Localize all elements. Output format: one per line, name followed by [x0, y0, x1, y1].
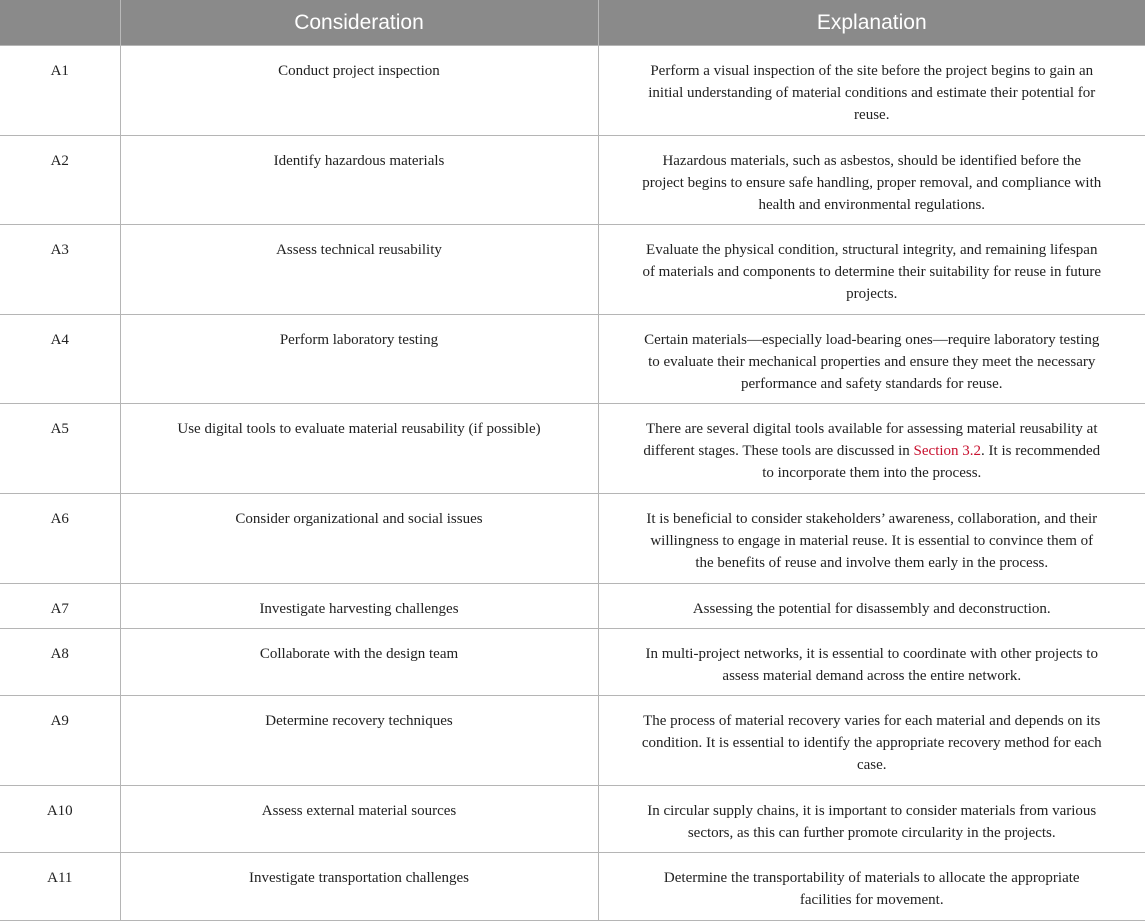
table-row	[0, 404, 1145, 494]
table-row	[0, 628, 1145, 696]
table-row	[0, 46, 1145, 136]
row-explanation	[598, 404, 1145, 494]
table-row	[0, 785, 1145, 853]
row-id: A5	[0, 404, 120, 494]
row-explanation: Evaluate the physical condition, structural integrity, and remaining lifespan of materials and components to determine their suitability for reuse in future projects.	[598, 225, 1145, 315]
table-row	[0, 696, 1145, 786]
row-consideration: Conduct project inspection	[120, 46, 598, 136]
table-row	[0, 583, 1145, 628]
row-consideration: Collaborate with the design team	[120, 628, 598, 696]
explanation-text: There are several digital tools available for assessing material reusability at different stages. These tools are discussed in	[643, 421, 1098, 460]
row-consideration: Consider organizational and social issues	[120, 493, 598, 583]
row-consideration: Assess technical reusability	[120, 225, 598, 315]
row-explanation: Assessing the potential for disassembly and deconstruction.	[598, 583, 1145, 628]
row-explanation: In circular supply chains, it is important to consider materials from various sectors, as this can further promote circularity in the projects.	[598, 785, 1145, 853]
row-id: A4	[0, 314, 120, 404]
header-id	[0, 0, 120, 46]
table-row	[0, 493, 1145, 583]
section-link[interactable]: Section 3.2	[913, 443, 982, 460]
row-explanation: The process of material recovery varies for each material and depends on its condition. It is essential to identify the appropriate recovery method for each case.	[598, 696, 1145, 786]
row-consideration: Identify hazardous materials	[120, 135, 598, 225]
row-id: A1	[0, 46, 120, 136]
header-explanation: Explanation	[598, 0, 1145, 46]
row-id: A9	[0, 696, 120, 786]
row-id: A3	[0, 225, 120, 315]
header-consideration: Consideration	[120, 0, 598, 46]
row-id: A6	[0, 493, 120, 583]
row-explanation: Determine the transportability of materials to allocate the appropriate facilities for movement.	[598, 853, 1145, 921]
row-consideration: Investigate harvesting challenges	[120, 583, 598, 628]
table-row	[0, 314, 1145, 404]
table-row	[0, 853, 1145, 921]
row-id: A11	[0, 853, 120, 921]
row-consideration: Perform laboratory testing	[120, 314, 598, 404]
row-explanation: Perform a visual inspection of the site before the project begins to gain an initial understanding of material conditions and estimate their potential for reuse.	[598, 46, 1145, 136]
table-row	[0, 225, 1145, 315]
row-consideration: Investigate transportation challenges	[120, 853, 598, 921]
row-id: A2	[0, 135, 120, 225]
table-row	[0, 135, 1145, 225]
row-consideration: Determine recovery techniques	[120, 696, 598, 786]
row-id: A7	[0, 583, 120, 628]
row-id: A10	[0, 785, 120, 853]
table-header	[0, 0, 1145, 46]
row-consideration: Use digital tools to evaluate material reusability (if possible)	[120, 404, 598, 494]
row-explanation: Certain materials—especially load-bearing ones—require laboratory testing to evaluate their mechanical properties and ensure they meet the necessary performance and safety standards for reuse.	[598, 314, 1145, 404]
explanation-text: . It is recommended to incorporate them into the process.	[762, 443, 1101, 482]
row-explanation: Hazardous materials, such as asbestos, should be identified before the project begins to ensure safe handling, proper removal, and compliance with health and environmental regulations.	[598, 135, 1145, 225]
row-id: A8	[0, 628, 120, 696]
row-consideration: Assess external material sources	[120, 785, 598, 853]
row-explanation: In multi-project networks, it is essential to coordinate with other projects to assess material demand across the entire network.	[598, 628, 1145, 696]
row-explanation: It is beneficial to consider stakeholders’ awareness, collaboration, and their willingness to engage in material reuse. It is essential to convince them of the benefits of reuse and involve them early in the process.	[598, 493, 1145, 583]
